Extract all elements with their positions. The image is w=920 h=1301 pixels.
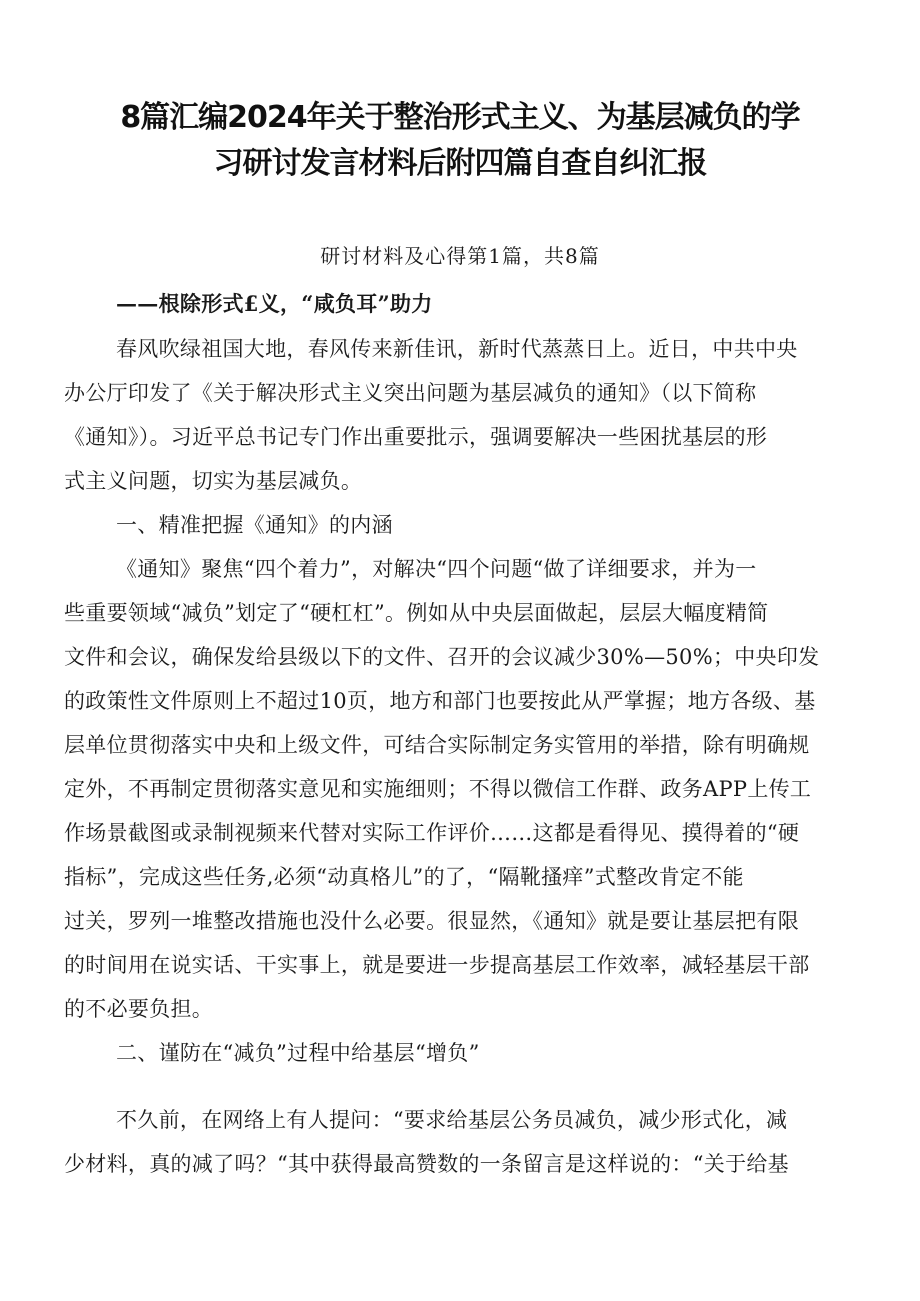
paragraph-line: 过关，罗列一堆整改措施也没什么必要。很显然，《通知》就是要让基层把有限 <box>64 909 799 933</box>
section-heading: 二、谨防在“减负”过程中给基层“增负” <box>116 1041 480 1065</box>
paragraph-line: 春风吹绿祖国大地，春风传来新佳讯，新时代蒸蒸日上。近日，中共中央 <box>116 337 798 361</box>
paragraph-line: 不久前，在网络上有人提问：“要求给基层公务员减负，减少形式化，减 <box>116 1108 788 1132</box>
paragraph-line: 层单位贯彻落实中央和上级文件，可结合实际制定务实管用的举措，除有明确规 <box>64 733 810 757</box>
paragraph-line: 的不必要负担。 <box>64 997 214 1021</box>
paragraph-line: 些重要领域“减负”划定了“硬杠杠”。例如从中央层面做起，层层大幅度精简 <box>64 601 769 625</box>
paragraph-line: 的时间用在说实话、干实事上，就是要进一步提高基层工作效率，减轻基层干部 <box>64 953 810 977</box>
paragraph-line: 指标”，完成这些任务,必须“动真格儿”的了，“隔靴搔痒”式整改肯定不能 <box>64 865 744 889</box>
section-heading: 一、精准把握《通知》的内涵 <box>116 513 393 537</box>
document-title-line-1: 8篇汇编2024年关于整治形式主义、为基层减负的学 <box>120 100 800 135</box>
document-title-line-2: 习研讨发言材料后附四篇自查自纠汇报 <box>213 146 707 181</box>
paragraph-line: 少材料，真的减了吗？“其中获得最高赞数的一条留言是这样说的：“关于给基 <box>64 1152 789 1176</box>
paragraph-line: 《通知》聚焦“四个着力”，对解决“四个问题“做了详细要求，并为一 <box>116 557 757 581</box>
section-subtitle: 研讨材料及心得第1篇，共8篇 <box>320 244 600 268</box>
paragraph-line: 定外，不再制定贯彻落实意见和实施细则；不得以微信工作群、政务APP上传工 <box>64 777 812 801</box>
paragraph-line: 办公厅印发了《关于解决形式主义突出问题为基层减负的通知》（以下简称 <box>64 381 757 405</box>
paragraph-line: 《通知》）。习近平总书记专门作出重要批示，强调要解决一些困扰基层的形 <box>64 425 768 449</box>
paragraph-line: 文件和会议，确保发给县级以下的文件、召开的会议减少30%—50%；中央印发 <box>64 645 820 669</box>
section-heading: ——根除形式£义，“咸负耳”助力 <box>116 291 433 316</box>
paragraph-line: 作场景截图或录制视频来代替对实际工作评价……这都是看得见、摸得着的“硬 <box>64 821 800 845</box>
paragraph-line: 的政策性文件原则上不超过10页，地方和部门也要按此从严掌握；地方各级、基 <box>64 689 816 713</box>
paragraph-line: 式主义问题，切实为基层减负。 <box>64 469 363 493</box>
